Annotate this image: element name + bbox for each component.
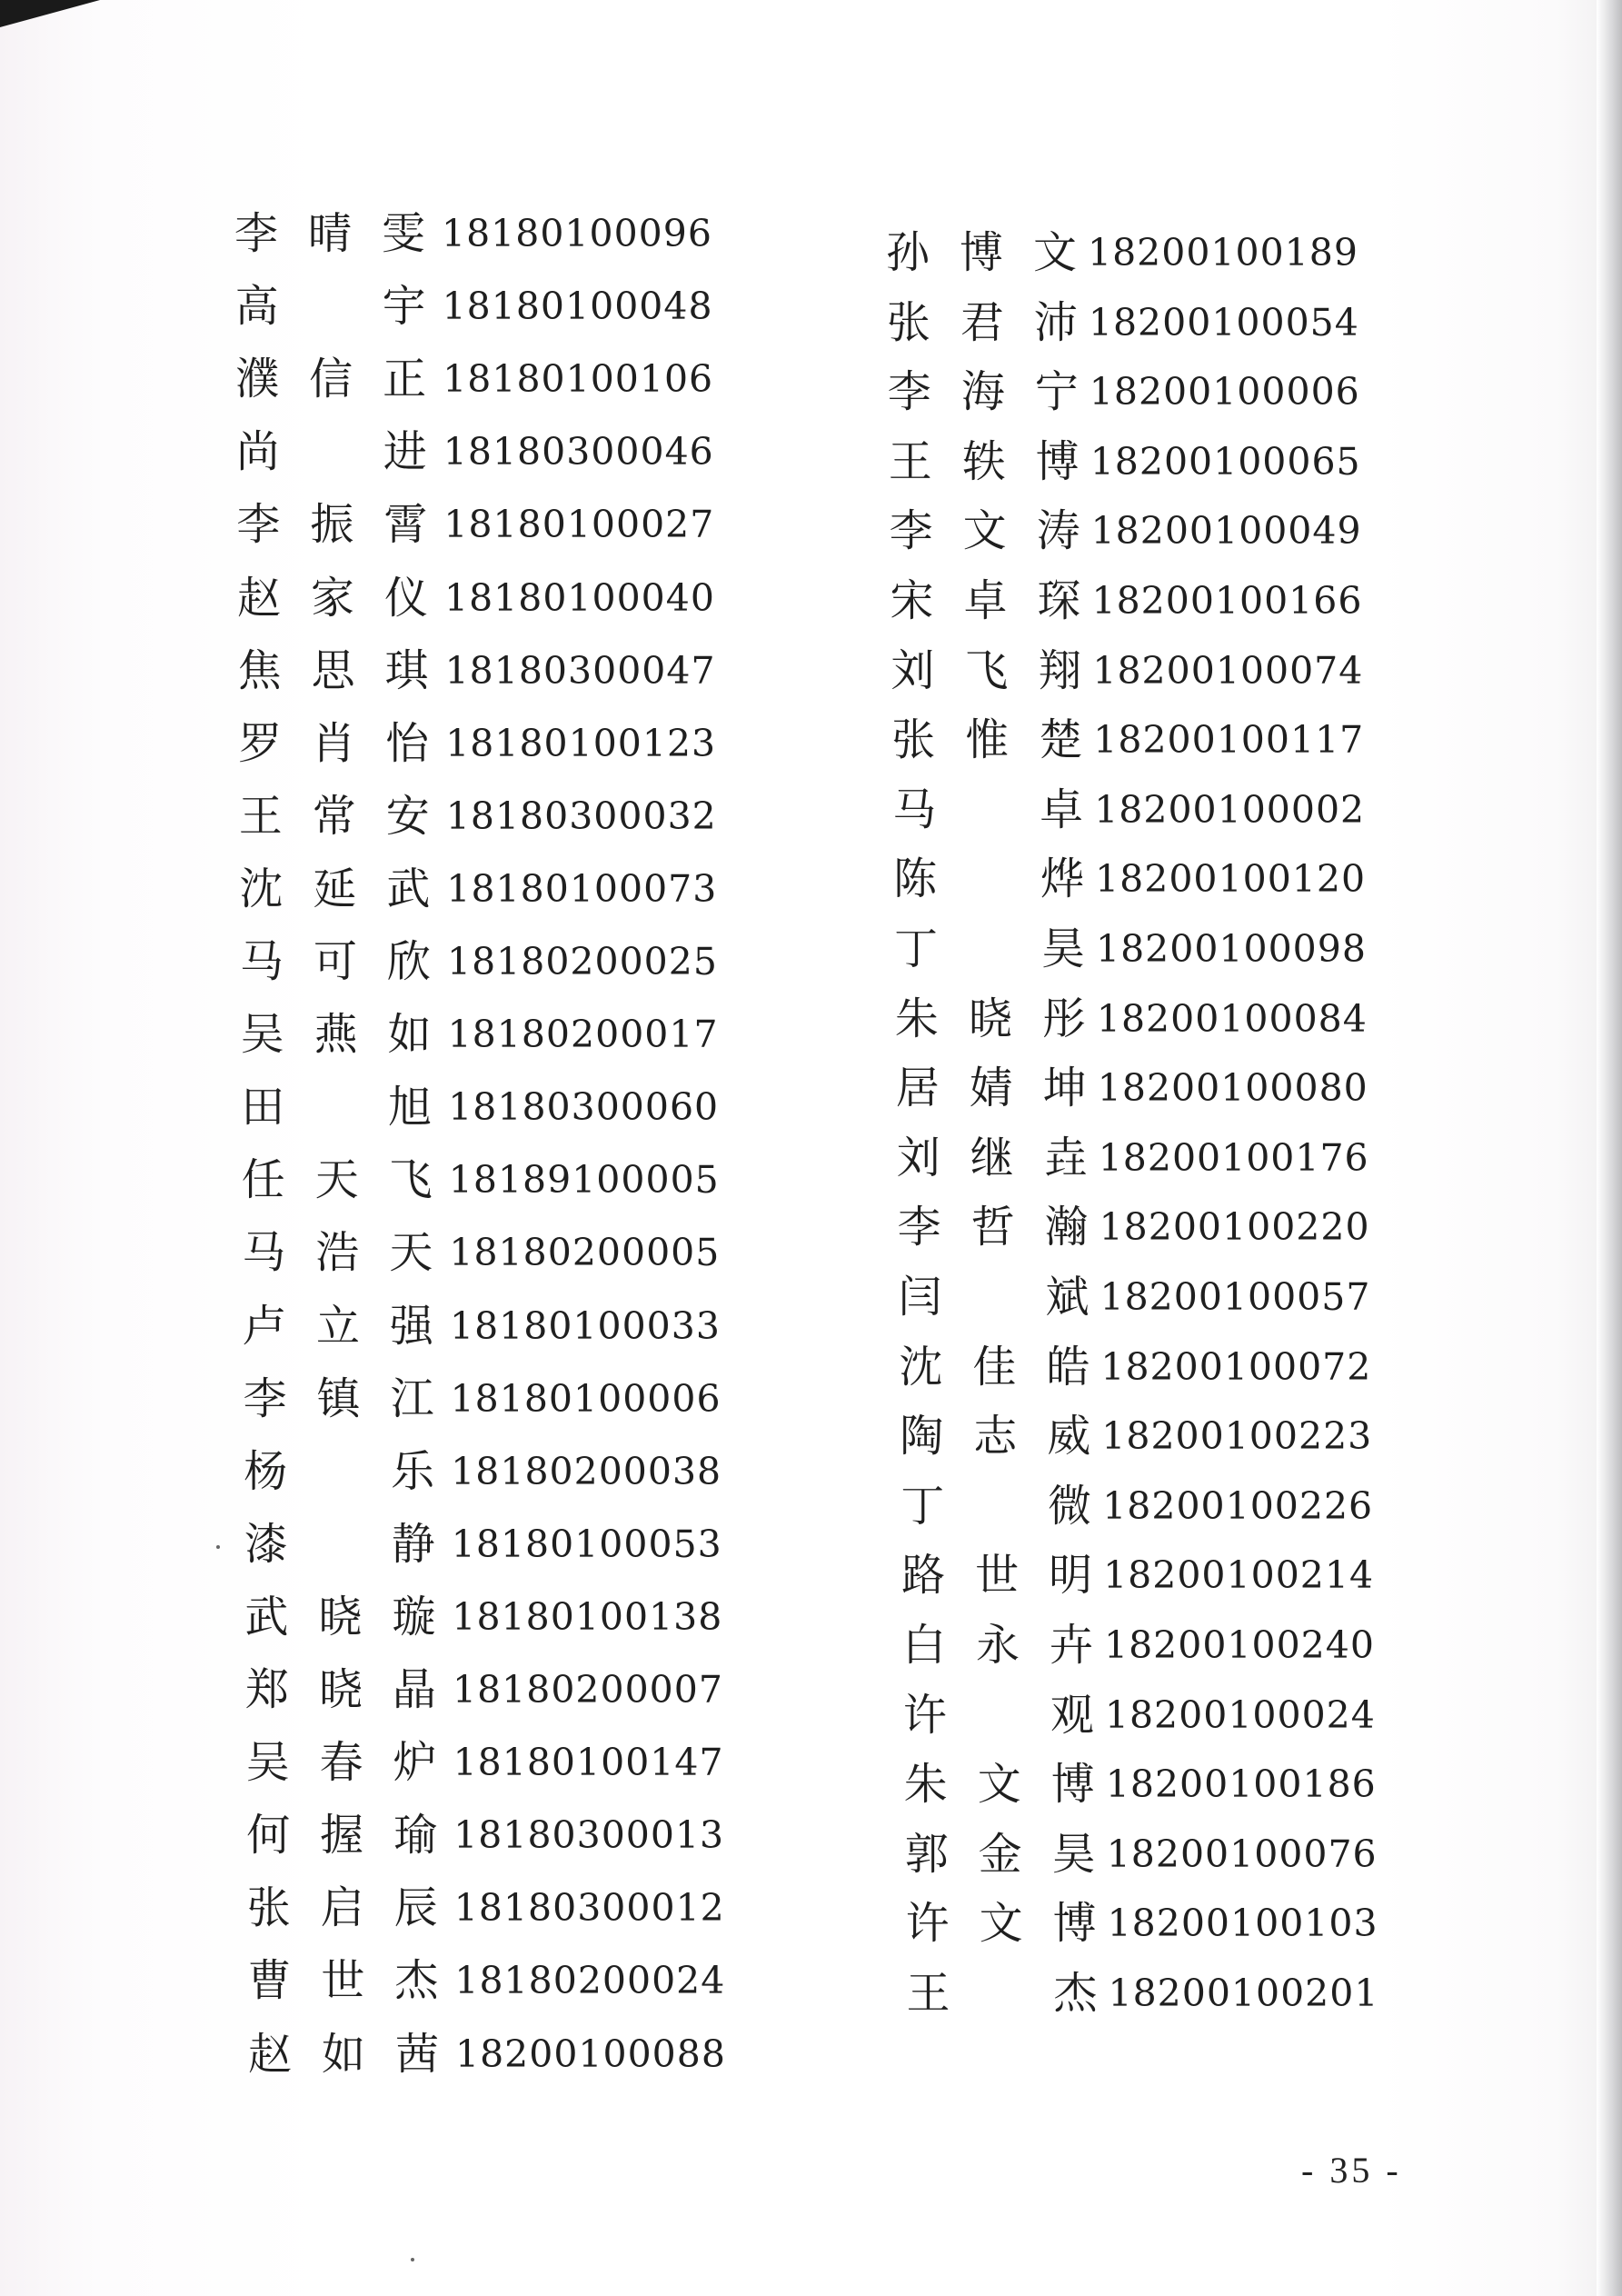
scan-right-edge: [1597, 0, 1622, 2296]
person-name: 濮 信 正: [235, 354, 427, 405]
scan-speck: [411, 2258, 414, 2261]
student-id: 18200100176: [1098, 1135, 1369, 1180]
page-number: - 35 -: [1301, 2150, 1402, 2191]
student-id: 18200100088: [455, 2031, 726, 2076]
student-id: 18200100006: [1089, 370, 1360, 414]
person-name: 李 镇 江: [243, 1373, 434, 1424]
person-name: 刘 继 垚: [896, 1132, 1088, 1183]
person-name: 任 天 飞: [241, 1154, 433, 1206]
person-name: 王 轶 博: [888, 435, 1080, 487]
person-name: 李 文 涛: [889, 505, 1080, 557]
student-id: 18180100147: [453, 1741, 724, 1785]
student-id: 18200100080: [1097, 1066, 1368, 1111]
person-name: 罗 肖 怡: [238, 717, 430, 769]
person-name: 张 惟 楚: [891, 714, 1083, 766]
person-name: 陶 志 威: [900, 1411, 1091, 1462]
student-id: 18200100120: [1095, 857, 1367, 902]
student-id: 18200100223: [1101, 1414, 1373, 1459]
person-name: 杨 乐: [244, 1445, 435, 1497]
student-id: 18200100002: [1094, 787, 1366, 832]
student-id: 18180100006: [450, 1376, 721, 1421]
student-id: 18180200025: [447, 940, 718, 983]
student-id: 18180100048: [442, 285, 713, 329]
student-id: 18180100027: [443, 503, 715, 547]
person-name: 沈 佳 皓: [899, 1341, 1090, 1393]
person-name: 马 可 欣: [240, 936, 431, 987]
student-id: 18180200024: [454, 1959, 726, 2003]
person-name: 李 振 霄: [236, 499, 428, 551]
person-name: 刘 飞 翔: [891, 644, 1082, 696]
student-id: 18200100098: [1096, 927, 1367, 971]
person-name: 陈 烨: [893, 854, 1085, 905]
student-id: 18200100057: [1100, 1275, 1371, 1319]
student-id: 18180100033: [450, 1303, 721, 1348]
student-id: 18180300047: [444, 648, 716, 693]
scan-speck: [216, 1545, 220, 1549]
student-id: 18180300012: [453, 1886, 725, 1931]
person-name: 沈 延 武: [239, 863, 431, 914]
student-id: 18200100024: [1104, 1692, 1376, 1737]
person-name: 路 世 明: [901, 1550, 1093, 1602]
student-id: 18200100103: [1107, 1902, 1378, 1946]
student-id: 18180300060: [448, 1085, 720, 1130]
person-name: 白 永 卉: [902, 1620, 1093, 1671]
person-name: 武 晓 璇: [244, 1591, 436, 1642]
student-id: 18200100084: [1096, 996, 1368, 1041]
person-name: 丁 昊: [894, 923, 1085, 974]
student-id: 18180100138: [452, 1594, 723, 1639]
person-name: 丁 微: [901, 1480, 1092, 1532]
student-id: 18200100226: [1102, 1483, 1374, 1528]
person-name: 朱 文 博: [903, 1759, 1095, 1811]
person-name: 曹 世 杰: [247, 1955, 439, 2007]
student-id: 18180100106: [443, 357, 714, 402]
person-name: 李 哲 瀚: [897, 1202, 1089, 1253]
student-id: 18180200007: [453, 1668, 723, 1712]
student-id: 18200100049: [1090, 509, 1362, 554]
student-id: 18180200017: [447, 1013, 719, 1057]
person-name: 田 旭: [241, 1082, 433, 1133]
person-name: 王 常 安: [238, 790, 430, 842]
person-name: 许 文 博: [905, 1898, 1097, 1950]
student-id: 18200100186: [1105, 1762, 1377, 1807]
student-id: 18200100189: [1088, 231, 1358, 275]
person-name: 王 杰: [906, 1968, 1098, 2019]
student-id: 18200100240: [1104, 1623, 1375, 1667]
student-id: 18180300032: [445, 794, 717, 838]
person-name: 李 晴 雯: [234, 208, 425, 259]
student-id: 18180100096: [442, 212, 712, 255]
person-name: 张 君 沛: [886, 296, 1078, 348]
student-id: 18200100076: [1106, 1832, 1378, 1876]
person-name: 马 卓: [892, 784, 1084, 835]
person-name: 闫 斌: [898, 1272, 1090, 1323]
person-name: 卢 立 强: [243, 1300, 433, 1352]
person-name: 郭 金 昊: [904, 1828, 1096, 1880]
person-name: 朱 晓 彤: [894, 993, 1086, 1044]
person-name: 漆 静: [244, 1518, 435, 1570]
person-name: 张 启 辰: [246, 1882, 438, 1934]
person-name: 赵 如 茜: [248, 2028, 439, 2080]
student-id: 18180300046: [443, 430, 714, 474]
student-id: 18200100214: [1103, 1553, 1375, 1598]
person-name: 居 婧 坤: [895, 1063, 1087, 1114]
person-name: 李 海 宁: [887, 366, 1079, 418]
person-name: 宋 卓 琛: [890, 575, 1081, 626]
student-id: 18189100005: [448, 1158, 720, 1203]
student-id: 18180200038: [451, 1449, 722, 1493]
person-name: 郑 晓 晶: [245, 1664, 436, 1715]
student-id: 18180300013: [453, 1813, 725, 1858]
person-name: 焦 思 琪: [237, 644, 429, 696]
student-id: 18180100040: [444, 575, 715, 620]
person-name: 何 握 瑜: [246, 1810, 438, 1862]
student-id: 18180100123: [445, 721, 717, 765]
student-id: 18200100072: [1100, 1344, 1372, 1389]
person-name: 马 浩 天: [242, 1227, 433, 1279]
person-name: 尚 进: [235, 426, 427, 478]
person-name: 孙 博 文: [886, 227, 1077, 278]
student-id: 18200100201: [1108, 1972, 1379, 2015]
student-id: 18200100117: [1093, 718, 1365, 763]
student-id: 18200100054: [1088, 300, 1359, 344]
person-name: 许 观: [902, 1689, 1094, 1741]
student-id: 18200100220: [1099, 1205, 1370, 1250]
student-id: 18200100166: [1091, 579, 1363, 623]
person-name: 赵 家 仪: [237, 572, 428, 624]
person-name: 高 宇: [234, 281, 426, 333]
student-id: 18200100074: [1092, 648, 1364, 693]
student-id: 18180100073: [446, 866, 718, 911]
student-id: 18200100065: [1090, 439, 1361, 484]
student-id: 18180100053: [451, 1522, 722, 1566]
person-name: 吴 燕 如: [240, 1009, 432, 1061]
student-id: 18180200005: [449, 1231, 721, 1275]
person-name: 吴 春 炉: [245, 1737, 437, 1789]
